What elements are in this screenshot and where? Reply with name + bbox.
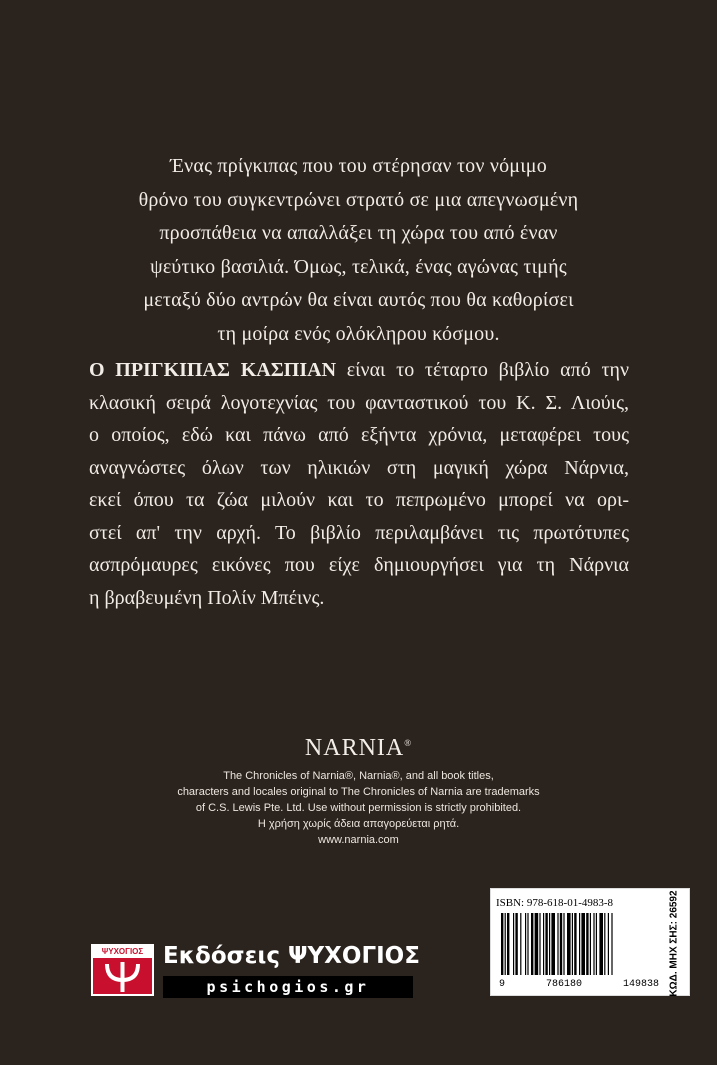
about-line: η βραβευμένη Πολίν Μπέινς. xyxy=(89,586,325,609)
about-first-line-rest: είναι το τέταρτο βιβλίο από την xyxy=(336,359,629,381)
legal-line: The Chronicles of Narnia®, Narnia®, and all book titles, xyxy=(223,770,494,782)
isbn-label: ISBN: 978-618-01-4983-8 xyxy=(496,897,614,909)
publisher-name: Εκδόσεις ΨΥΧΟΓΙΟΣ xyxy=(163,943,420,969)
blurb xyxy=(0,150,717,351)
barcode-digits xyxy=(499,979,659,990)
blurb-line: θρόνο του συγκεντρώνει στρατό σε μια απεγνωσμένη xyxy=(138,188,579,211)
blurb-line: προσπάθεια να απαλλάξει τη χώρα του από έναν xyxy=(159,222,558,244)
about-paragraph xyxy=(89,354,629,614)
product-code xyxy=(658,890,690,996)
blurb-line: τη μοίρα ενός ολόκληρου κόσμου. xyxy=(217,322,500,345)
legal-line: Η χρήση χωρίς άδεια απαγορεύεται ρητά. xyxy=(257,818,460,830)
barcode-digit-first: 9 xyxy=(499,979,506,990)
narnia-url: www.narnia.com xyxy=(318,834,399,846)
legal-line: of C.S. Lewis Pte. Ltd. Use without permission is strictly prohibited. xyxy=(195,802,522,814)
publisher-logo-label: ΨΥΧΟΓΙΟΣ xyxy=(93,946,152,958)
legal-line: characters and locales original to The Chronicles of Narnia are trademarks xyxy=(177,786,540,798)
blurb-line: μεταξύ δύο αντρών θα είναι αυτός που θα καθορίσει xyxy=(143,289,574,311)
about-line xyxy=(89,354,629,387)
narnia-block xyxy=(0,728,717,848)
blurb-line: ψεύτικο βασιλιά. Όμως, τελικά, ένας αγώνας τιμής xyxy=(150,255,567,278)
publisher-url: psichogios.gr xyxy=(163,976,413,998)
narnia-logo xyxy=(0,728,717,763)
barcode-bars xyxy=(499,913,661,977)
psi-icon xyxy=(93,958,152,994)
barcode-digits-end: 149838 xyxy=(622,979,659,990)
about-line: ασπρόμαυρες εικόνες που είχε δημιουργήσει για τη Νάρνια xyxy=(89,554,629,576)
barcode-digits-mid: 786180 xyxy=(545,979,582,990)
publisher-logo xyxy=(91,944,154,996)
blurb-line: Ένας πρίγκιπας που του στέρησαν τον νόμιμο xyxy=(170,155,547,177)
about-line: στεί απ' την αρχή. Το βιβλίο περιλαμβάνει τις πρωτότυπες xyxy=(89,521,629,544)
product-code-text: ΚΩΔ. ΜΗΧ ΣΗΣ: 26592 xyxy=(668,889,680,997)
about-line: εκεί όπου τα ζώα μιλούν και το πεπρωμένο μπορεί να ορι- xyxy=(89,489,629,511)
legal-notice xyxy=(0,768,717,848)
narnia-logo-text: NARNIA xyxy=(304,735,405,761)
about-line: κλασική σειρά λογοτεχνίας του φανταστικού του Κ. Σ. Λιούις, xyxy=(89,391,629,414)
about-line: ο οποίος, εδώ και πάνω από εξήντα χρόνια, μεταφέρει τους xyxy=(89,424,629,446)
narnia-logo-mark: ® xyxy=(404,738,413,748)
about-line: αναγνώστες όλων των ηλικιών στη μαγική χώρα Νάρνια, xyxy=(89,456,629,479)
book-title: Ο ΠΡΙΓΚΙΠΑΣ ΚΑΣΠΙΑΝ xyxy=(89,359,337,381)
